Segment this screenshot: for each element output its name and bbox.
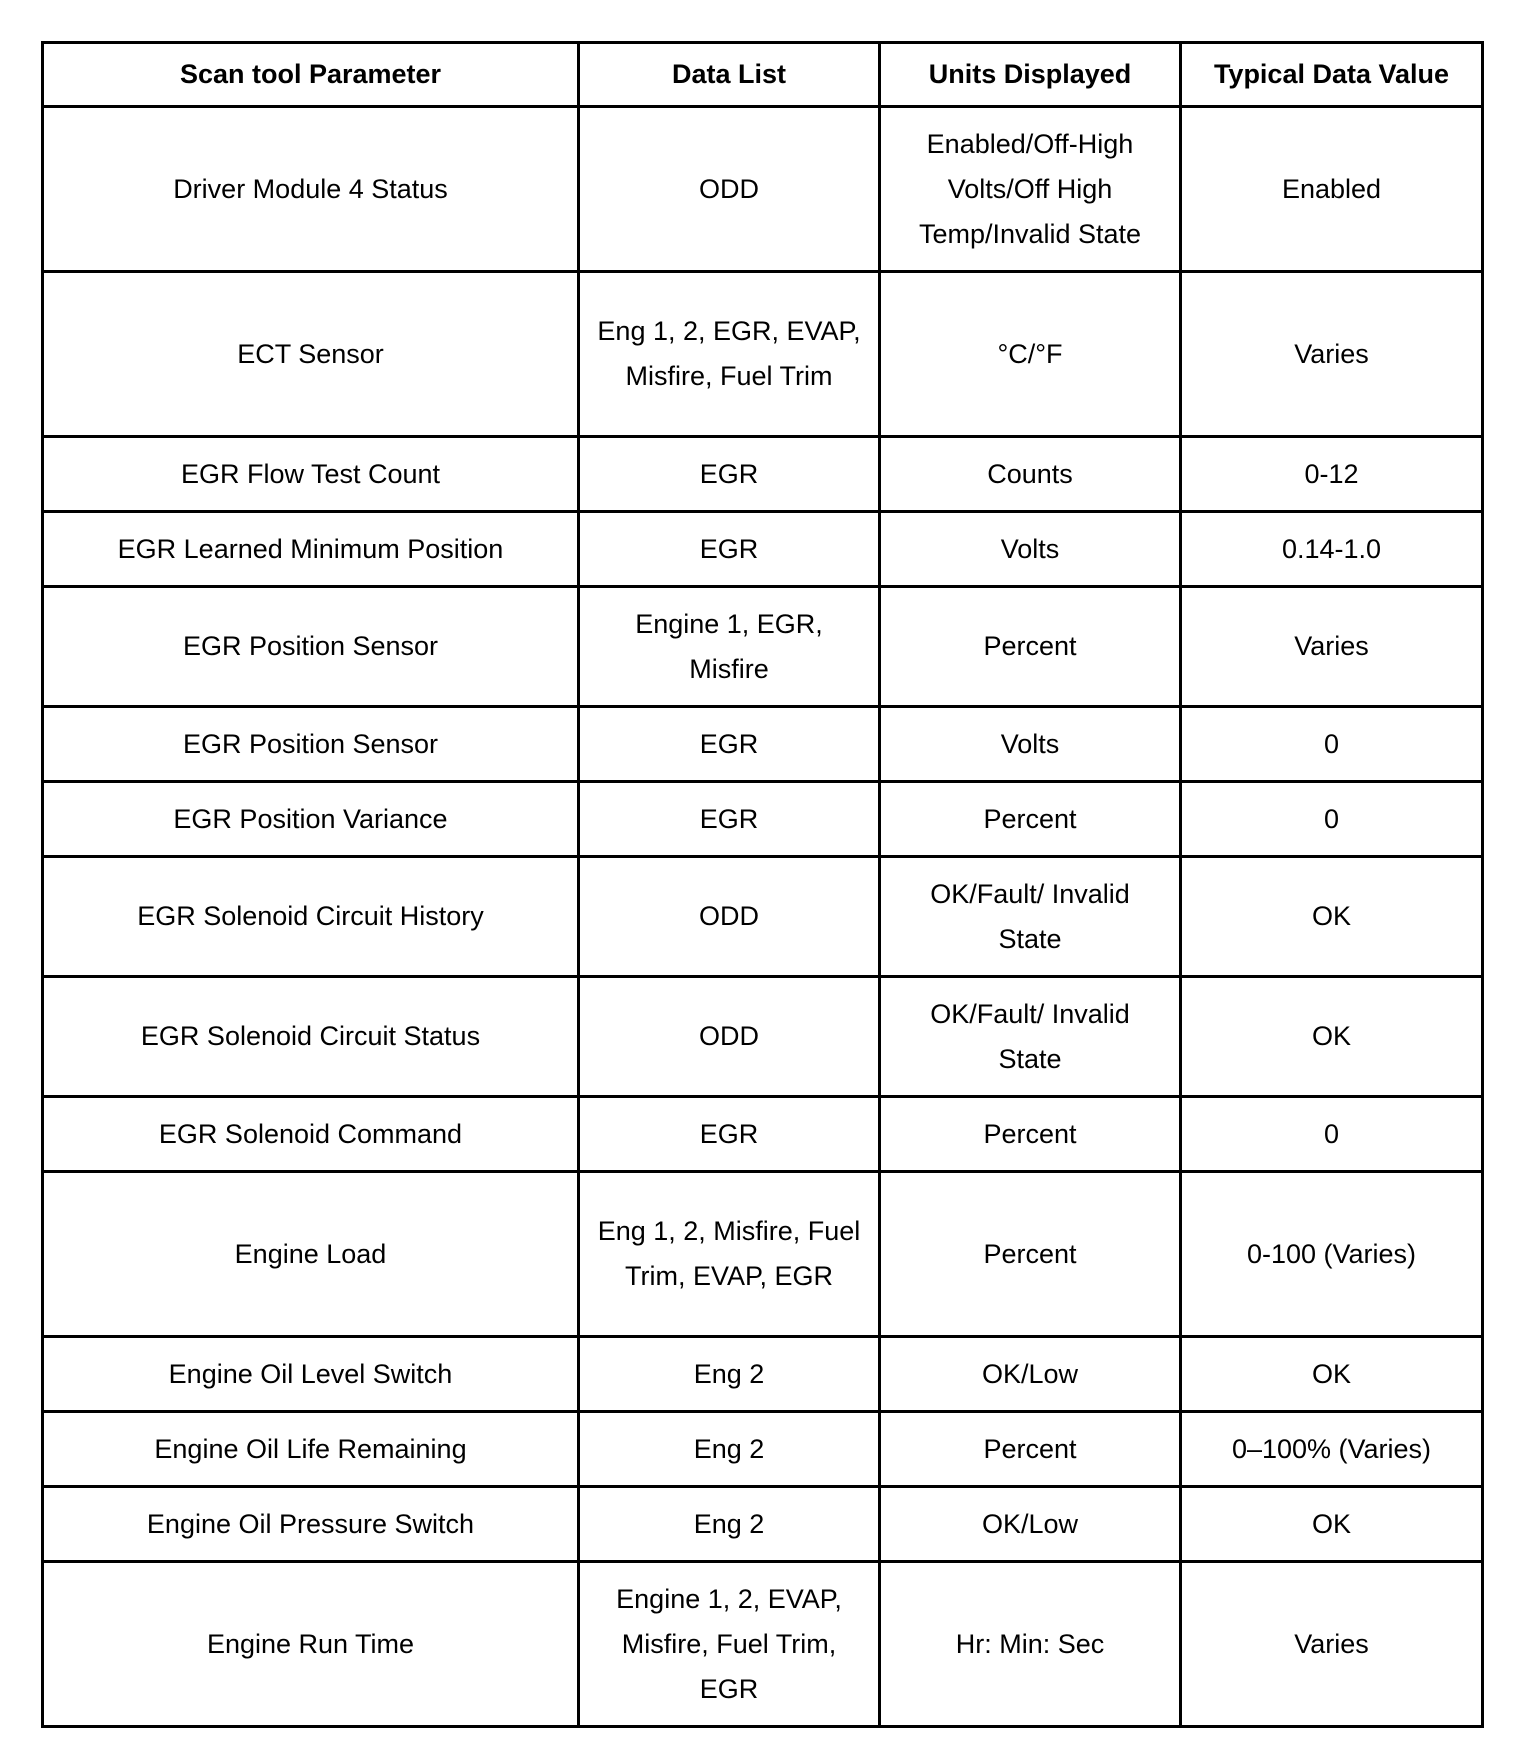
- cell-units: Percent: [880, 1172, 1181, 1337]
- cell-data-list: Engine 1, 2, EVAP, Misfire, Fuel Trim, EGR: [579, 1562, 880, 1727]
- cell-typical-value: 0-100 (Varies): [1181, 1172, 1483, 1337]
- table-row: [43, 587, 1483, 707]
- cell-units: OK/Fault/ Invalid State: [880, 977, 1181, 1097]
- cell-parameter: EGR Position Sensor: [43, 587, 579, 707]
- table-row: [43, 1097, 1483, 1172]
- table-row: [43, 107, 1483, 272]
- cell-parameter: EGR Solenoid Circuit History: [43, 857, 579, 977]
- table-row: [43, 272, 1483, 437]
- cell-units: OK/Low: [880, 1487, 1181, 1562]
- cell-parameter: Engine Oil Level Switch: [43, 1337, 579, 1412]
- cell-typical-value: Varies: [1181, 272, 1483, 437]
- cell-units: Percent: [880, 782, 1181, 857]
- cell-units: OK/Low: [880, 1337, 1181, 1412]
- table-row: [43, 437, 1483, 512]
- table-row: [43, 977, 1483, 1097]
- table-row: [43, 1487, 1483, 1562]
- table-row: [43, 1412, 1483, 1487]
- cell-data-list: EGR: [579, 437, 880, 512]
- header-parameter: Scan tool Parameter: [43, 43, 579, 107]
- cell-data-list: Eng 2: [579, 1337, 880, 1412]
- cell-data-list: EGR: [579, 1097, 880, 1172]
- cell-parameter: Engine Oil Pressure Switch: [43, 1487, 579, 1562]
- cell-typical-value: OK: [1181, 1337, 1483, 1412]
- cell-units: Percent: [880, 1412, 1181, 1487]
- table-row: [43, 857, 1483, 977]
- cell-units: Hr: Min: Sec: [880, 1562, 1181, 1727]
- cell-data-list: EGR: [579, 512, 880, 587]
- cell-data-list: ODD: [579, 107, 880, 272]
- header-typical-value: Typical Data Value: [1181, 43, 1483, 107]
- cell-data-list: EGR: [579, 782, 880, 857]
- cell-typical-value: Varies: [1181, 587, 1483, 707]
- cell-typical-value: 0: [1181, 1097, 1483, 1172]
- cell-units: Enabled/Off-High Volts/Off High Temp/Invalid State: [880, 107, 1181, 272]
- cell-typical-value: Varies: [1181, 1562, 1483, 1727]
- cell-parameter: EGR Flow Test Count: [43, 437, 579, 512]
- cell-units: OK/Fault/ Invalid State: [880, 857, 1181, 977]
- cell-parameter: EGR Position Sensor: [43, 707, 579, 782]
- cell-parameter: Engine Load: [43, 1172, 579, 1337]
- cell-units: Percent: [880, 1097, 1181, 1172]
- cell-parameter: EGR Solenoid Circuit Status: [43, 977, 579, 1097]
- cell-units: Counts: [880, 437, 1181, 512]
- table-row: [43, 1172, 1483, 1337]
- cell-data-list: Eng 1, 2, EGR, EVAP, Misfire, Fuel Trim: [579, 272, 880, 437]
- cell-data-list: Eng 2: [579, 1487, 880, 1562]
- cell-data-list: Eng 2: [579, 1412, 880, 1487]
- cell-data-list: Eng 1, 2, Misfire, Fuel Trim, EVAP, EGR: [579, 1172, 880, 1337]
- cell-typical-value: OK: [1181, 857, 1483, 977]
- cell-data-list: ODD: [579, 857, 880, 977]
- cell-units: Volts: [880, 707, 1181, 782]
- header-data-list: Data List: [579, 43, 880, 107]
- cell-typical-value: 0: [1181, 707, 1483, 782]
- cell-units: Volts: [880, 512, 1181, 587]
- cell-parameter: EGR Learned Minimum Position: [43, 512, 579, 587]
- cell-data-list: ODD: [579, 977, 880, 1097]
- table-row: [43, 1562, 1483, 1727]
- cell-parameter: Driver Module 4 Status: [43, 107, 579, 272]
- cell-parameter: ECT Sensor: [43, 272, 579, 437]
- cell-parameter: Engine Run Time: [43, 1562, 579, 1727]
- cell-typical-value: 0: [1181, 782, 1483, 857]
- cell-parameter: EGR Position Variance: [43, 782, 579, 857]
- scan-tool-data-table: [41, 41, 1484, 1728]
- cell-data-list: EGR: [579, 707, 880, 782]
- cell-typical-value: 0.14-1.0: [1181, 512, 1483, 587]
- cell-typical-value: 0–100% (Varies): [1181, 1412, 1483, 1487]
- cell-typical-value: OK: [1181, 1487, 1483, 1562]
- cell-parameter: Engine Oil Life Remaining: [43, 1412, 579, 1487]
- header-units: Units Displayed: [880, 43, 1181, 107]
- table-row: [43, 512, 1483, 587]
- cell-typical-value: Enabled: [1181, 107, 1483, 272]
- cell-parameter: EGR Solenoid Command: [43, 1097, 579, 1172]
- cell-typical-value: OK: [1181, 977, 1483, 1097]
- cell-data-list: Engine 1, EGR, Misfire: [579, 587, 880, 707]
- cell-typical-value: 0-12: [1181, 437, 1483, 512]
- cell-units: Percent: [880, 587, 1181, 707]
- table-row: [43, 782, 1483, 857]
- table-row: [43, 707, 1483, 782]
- table-row: [43, 1337, 1483, 1412]
- header-row: [43, 43, 1483, 107]
- cell-units: °C/°F: [880, 272, 1181, 437]
